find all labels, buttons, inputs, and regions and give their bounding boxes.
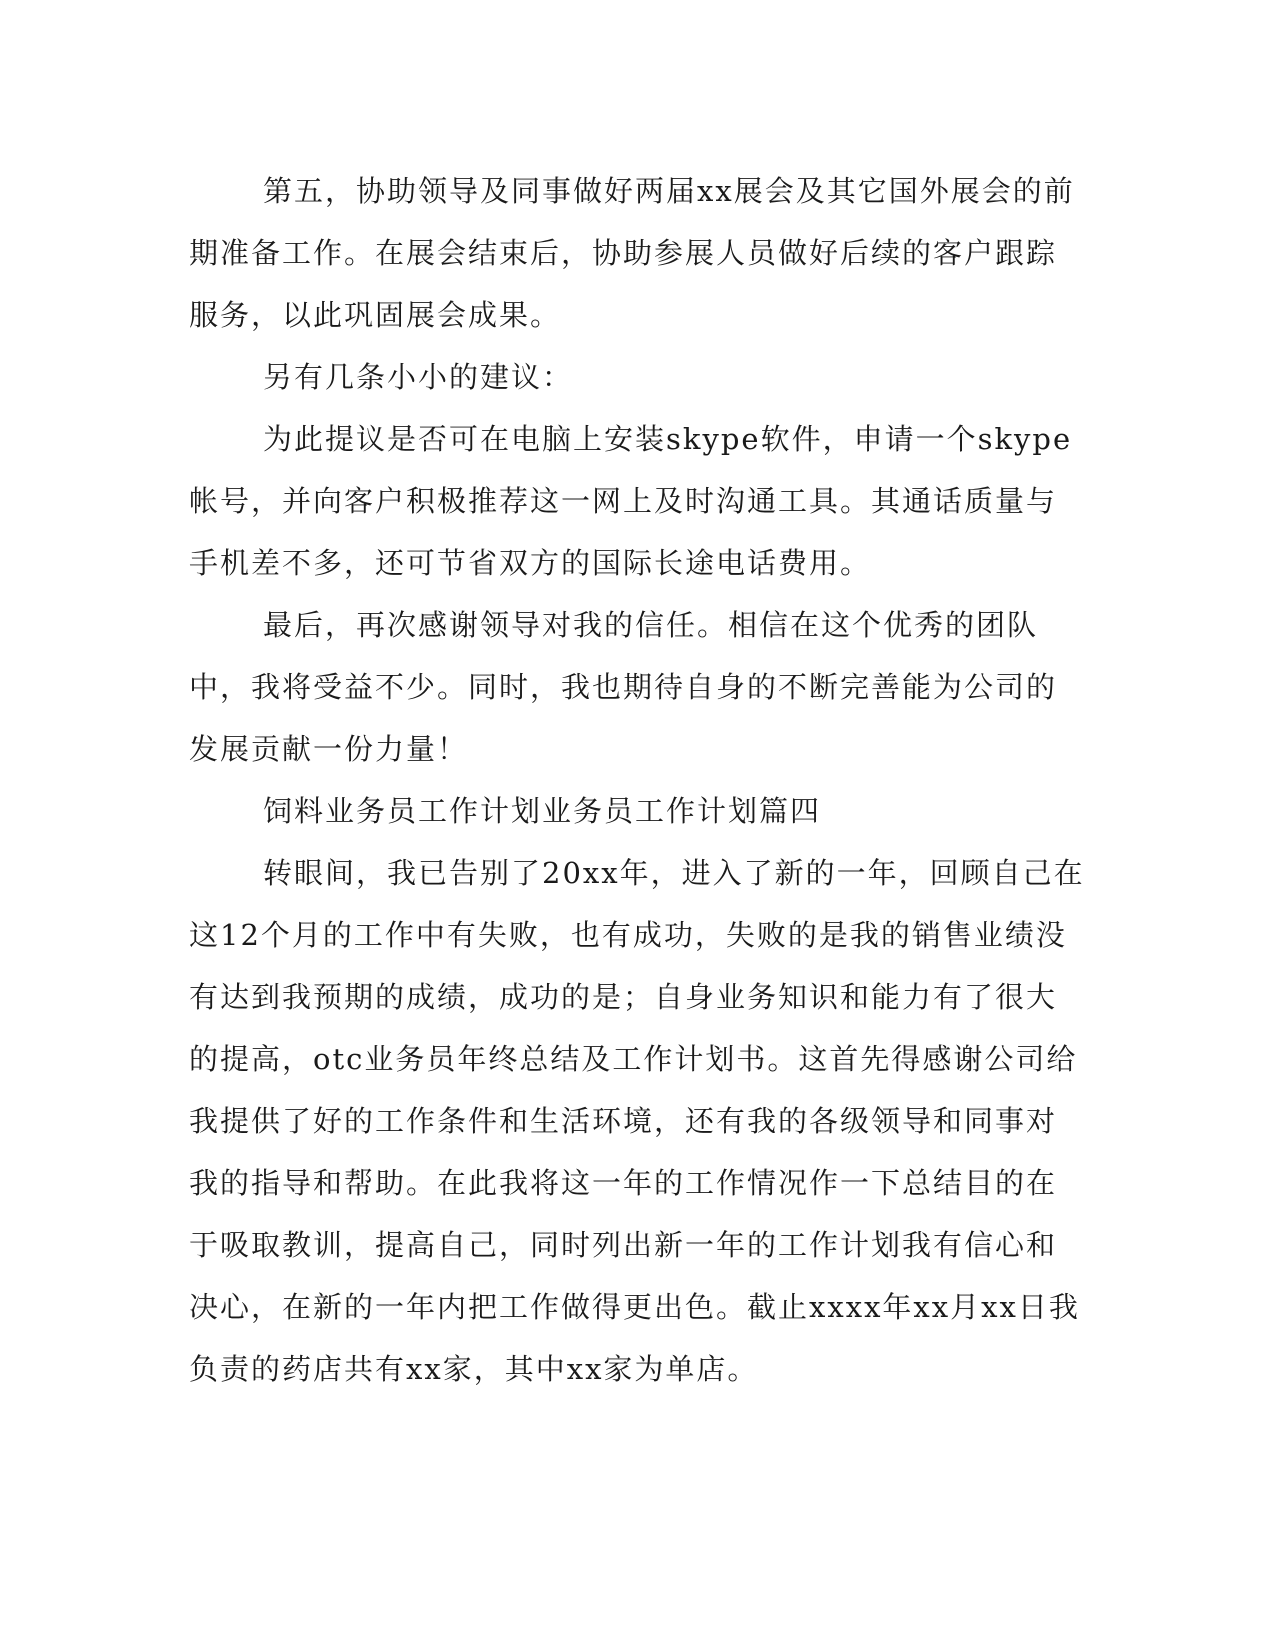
paragraph-suggestions-intro: 另有几条小小的建议： [263, 360, 574, 394]
document-body [189, 160, 1087, 1400]
paragraph-skype-proposal: 为此提议是否可在电脑上安装skype软件，申请一个skype帐号，并向客户积极推荐这一网上及时沟通工具。其通话质量与手机差不多，还可节省双方的国际长途电话费用。 [189, 422, 1073, 580]
section-heading: 饲料业务员工作计划业务员工作计划篇四 [263, 794, 822, 828]
paragraph-exhibition-support: 第五，协助领导及同事做好两届xx展会及其它国外展会的前期准备工作。在展会结束后，协助参展人员做好后续的客户跟踪服务，以此巩固展会成果。 [189, 174, 1075, 332]
paragraph-closing-thanks: 最后，再次感谢领导对我的信任。相信在这个优秀的团队中，我将受益不少。同时，我也期待自身的不断完善能为公司的发展贡献一份力量！ [189, 608, 1058, 766]
paragraph-year-review: 转眼间，我已告别了20xx年，进入了新的一年，回顾自己在这12个月的工作中有失败，也有成功，失败的是我的销售业绩没有达到我预期的成绩，成功的是；自身业务知识和能力有了很大的提高，otc业务员年终总结及工作计划书。这首先得感谢公司给我提供了好的工作条件和生活环境，还有我的各级领导和同事对我的指导和帮助。在此我将这一年的工作情况作一下总结目的在于吸取教训，提高自己，同时列出新一年的工作计划我有信心和决心，在新的一年内把工作做得更出色。截止xxxx年xx月xx日我负责的药店共有xx家，其中xx家为单店。 [189, 856, 1085, 1386]
